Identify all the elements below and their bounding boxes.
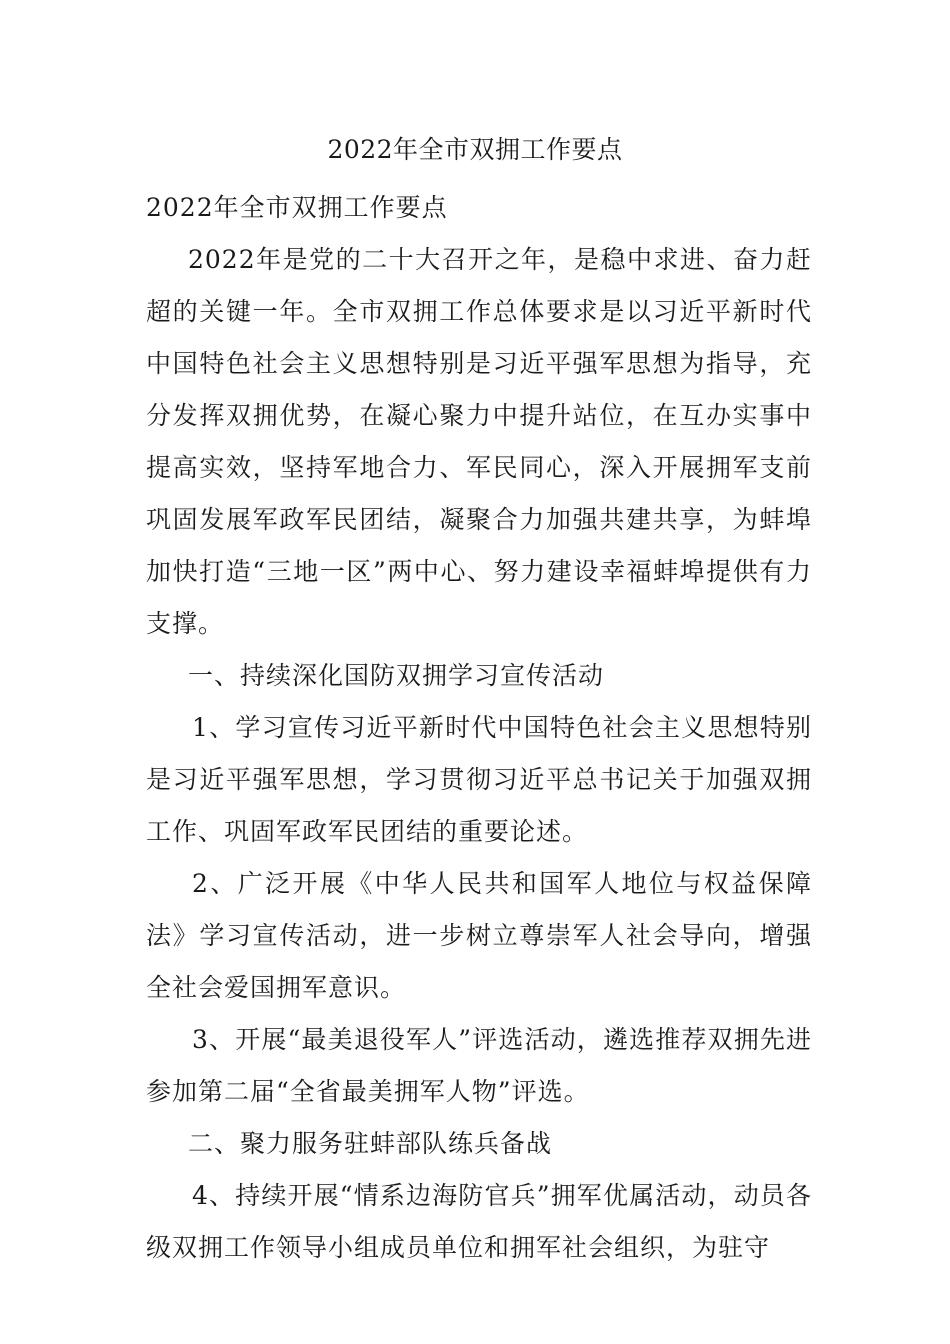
list-item-2: 2、广泛开展《中华人民共和国军人地位与权益保障法》学习宣传活动，进一步树立尊崇军人社会导向，增强全社会爱国拥军意识。 bbox=[146, 869, 812, 1002]
document-body bbox=[146, 182, 812, 1274]
list-item-3: 3、开展“最美退役军人”评选活动，遴选推荐双拥先进参加第二届“全省最美拥军人物”评选。 bbox=[146, 1025, 812, 1106]
document-subtitle: 2022年全市双拥工作要点 bbox=[146, 193, 448, 222]
page-title: 2022年全市双拥工作要点 bbox=[327, 135, 623, 164]
section-heading-1: 一、持续深化国防双拥学习宣传活动 bbox=[188, 661, 605, 690]
section-heading-2: 二、聚力服务驻蚌部队练兵备战 bbox=[188, 1129, 553, 1158]
list-item-1: 1、学习宣传习近平新时代中国特色社会主义思想特别是习近平强军思想，学习贯彻习近平总书记关于加强双拥工作、巩固军政军民团结的重要论述。 bbox=[146, 713, 812, 846]
list-item-4: 4、持续开展“情系边海防官兵”拥军优属活动，动员各级双拥工作领导小组成员单位和拥军社会组织，为驻守 bbox=[146, 1181, 812, 1262]
intro-paragraph: 2022年是党的二十大召开之年，是稳中求进、奋力赶超的关键一年。全市双拥工作总体要求是以习近平新时代中国特色社会主义思想特别是习近平强军思想为指导，充分发挥双拥优势，在凝心聚力中提升站位，在互办实事中提高实效，坚持军地合力、军民同心，深入开展拥军支前巩固发展军政军民团结，凝聚合力加强共建共享，为蚌埠加快打造“三地一区”两中心、努力建设幸福蚌埠提供有力支撑。 bbox=[146, 245, 812, 638]
